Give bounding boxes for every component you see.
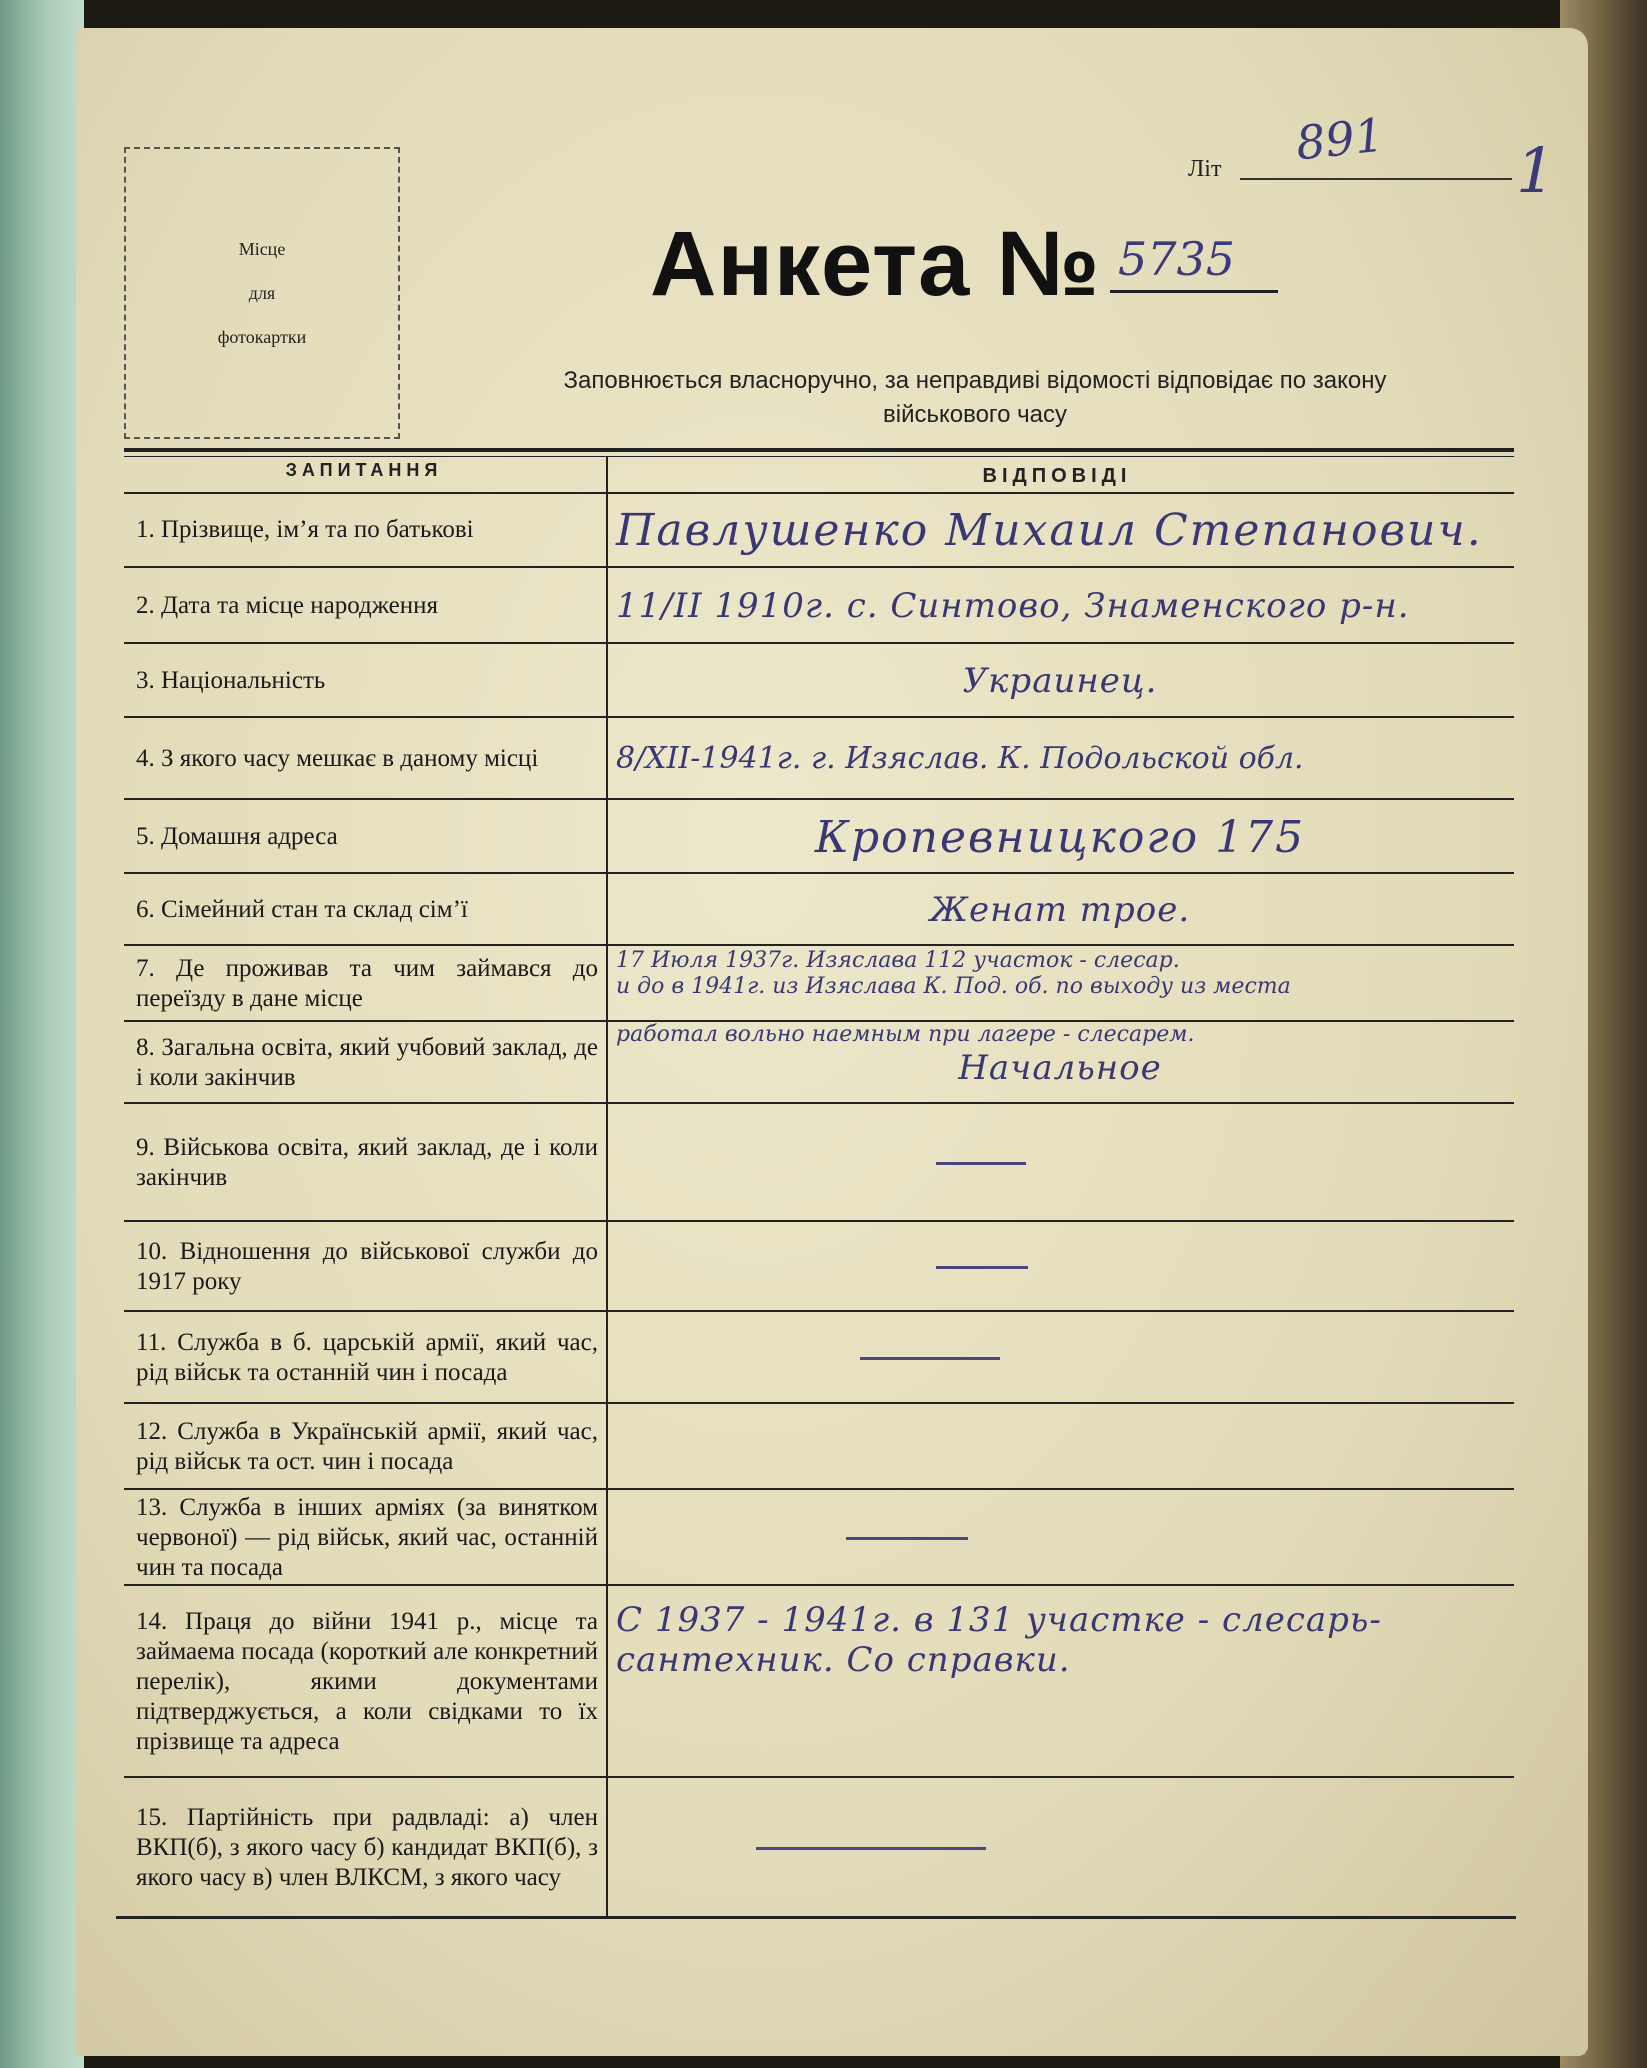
answer-cell: [616, 1104, 1504, 1222]
answer-cell: работал вольно наемным при лагере - слесарем. Начальное: [616, 1022, 1195, 1088]
answer-cell: Кропевницкого 175: [814, 811, 1306, 863]
sheet-number: 1: [1516, 134, 1556, 207]
table-row: [124, 1220, 1514, 1312]
form-number: 5735: [1118, 232, 1236, 286]
question-cell: 1. Прізвище, ім’я та по батькові: [136, 516, 474, 543]
answer-cell: Павлушенко Михаил Степанович.: [616, 504, 1483, 556]
header-rule-thin: [124, 456, 1514, 457]
folder-cover: [0, 0, 84, 2068]
table-row: [124, 492, 1514, 566]
answer-cell: [616, 1490, 1504, 1586]
answer-cell: [616, 1778, 1504, 1918]
answer-cell: 17 Июля 1937г. Изяслава 112 участок - слесар. и до в 1941г. из Изяслава К. Под. об. по выходу из места: [616, 948, 1291, 999]
question-cell: 2. Дата та місце народження: [136, 592, 439, 619]
column-header-answers: ВІДПОВІДІ: [982, 465, 1132, 487]
lit-line: [1240, 178, 1512, 180]
answer-cell: Женат трое.: [929, 890, 1191, 930]
answer-cell: [616, 1222, 1504, 1312]
table-row: [124, 642, 1514, 718]
subtitle-line-1: Заповнюється власноручно, за неправдиві відомості відповідає по закону: [563, 367, 1387, 394]
question-cell: 8. Загальна освіта, який учбовий заклад, де і коли закінчив: [136, 1034, 598, 1091]
question-cell: 3. Національність: [136, 667, 326, 694]
photo-label-3: фотокартки: [217, 327, 307, 347]
answer-cell: [616, 1404, 1504, 1490]
photo-label-2: для: [248, 283, 276, 303]
table-row: [124, 798, 1514, 874]
table-row: [124, 566, 1514, 644]
form-subtitle: [425, 364, 1525, 432]
table-row: [124, 1020, 1514, 1104]
table-row: [124, 872, 1514, 946]
subtitle-line-2: військового часу: [882, 401, 1068, 428]
photo-placeholder: [124, 147, 400, 439]
question-cell: 5. Домашня адреса: [136, 823, 338, 850]
answer-cell: 8/XII-1941г. г. Изяслав. К. Подольской обл.: [616, 741, 1304, 776]
form-number-line: [1110, 290, 1278, 293]
question-cell: 10. Відношення до військової служби до 1917 року: [136, 1238, 598, 1295]
question-cell: 4. З якого часу мешкає в даному місці: [136, 745, 539, 772]
question-cell: 12. Служба в Українській армії, який час, рід військ та ост. чин і посада: [136, 1418, 598, 1475]
answer-cell: С 1937 - 1941г. в 131 участке - слесарь- сантехник. Со справки.: [616, 1600, 1382, 1680]
answer-cell: [616, 1312, 1504, 1404]
question-cell: 14. Праця до війни 1941 р., місце та займаема посада (короткий але конкретний перелік), якими документами підтверджується, а коли свідками то їх прізвище та адреса: [136, 1608, 598, 1755]
table-row: [124, 1310, 1514, 1404]
question-cell: 13. Служба в інших арміях (за винятком червоної) — рід військ, який час, останній чин та посада: [136, 1494, 598, 1581]
table-bottom-rule: [116, 1916, 1516, 1919]
lit-number: 891: [1293, 107, 1387, 171]
answer-cell: Украинец.: [962, 661, 1158, 701]
table-row: [124, 1488, 1514, 1586]
table-row: [124, 1776, 1514, 1918]
table-row: [124, 716, 1514, 800]
question-cell: 7. Де проживав та чим займався до переїзду в дане місце: [136, 955, 598, 1012]
question-cell: 11. Служба в б. царській армії, який час, рід військ та останній чин і посада: [136, 1329, 598, 1386]
question-cell: 6. Сімейний стан та склад сім’ї: [136, 896, 468, 923]
table-row: [124, 1102, 1514, 1222]
form-title: Анкета №: [650, 213, 1101, 315]
lit-label: Літ: [1188, 156, 1222, 182]
column-header-questions: ЗАПИТАННЯ: [285, 460, 443, 480]
question-cell: 15. Партійність при радвладі: а) член ВКП(б), з якого часу б) кандидат ВКП(б), з якого часу в) член ВЛКСМ, з якого часу: [136, 1804, 598, 1891]
photo-label-1: Місце: [238, 239, 286, 259]
header-rule: [124, 448, 1514, 452]
answer-cell: 11/II 1910г. с. Синтово, Знаменского р-н.: [616, 586, 1410, 626]
question-cell: 9. Військова освіта, який заклад, де і коли закінчив: [136, 1134, 598, 1191]
table-row: [124, 1584, 1514, 1778]
table-row: [124, 944, 1514, 1022]
table-row: [124, 1402, 1514, 1490]
